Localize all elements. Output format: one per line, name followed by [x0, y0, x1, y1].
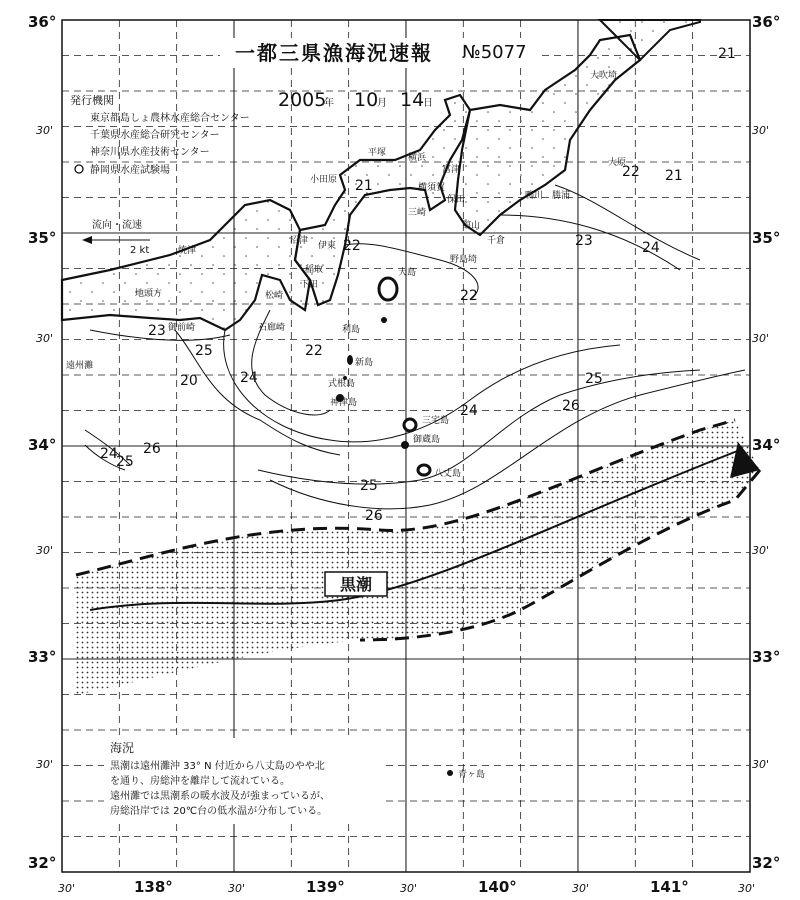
place-toshima: 利島	[342, 325, 361, 335]
place-omaezaki: 御前崎	[168, 323, 196, 333]
place-hiratsuka: 平塚	[368, 148, 387, 158]
isotherm-label-21-b: 21	[665, 168, 683, 184]
isotherm-label-26-c: 26	[143, 441, 161, 457]
place-katsuura: 勝浦	[552, 191, 571, 201]
island-toshima	[381, 317, 387, 323]
isotherm-label-21-c: 21	[718, 46, 736, 62]
place-taitozaki: 大吹埼	[590, 71, 618, 81]
date-month: 10	[354, 89, 379, 111]
place-yaizu: 焼津	[178, 246, 197, 256]
place-oshima: 大島	[398, 268, 417, 278]
place-odawara: 小田原	[310, 175, 338, 185]
scale-value: 2 kt	[130, 245, 150, 256]
isotherm-label-21-a: 21	[355, 178, 373, 194]
lat-3530-left: 30'	[36, 124, 54, 137]
issuer-shizuoka: 静岡県水産試験場	[90, 165, 170, 176]
kuroshio-band	[76, 420, 760, 695]
place-ito: 伊東	[318, 241, 337, 251]
issuer-tokyo: 東京都島しょ農林水産総合センター	[90, 113, 250, 124]
island-aogashima	[447, 770, 453, 776]
place-hachijojima: 八丈島	[434, 469, 462, 479]
lon-138: 138°	[134, 878, 173, 896]
issuer-marker-icon	[75, 165, 83, 173]
place-numazu: 沼津	[290, 236, 309, 246]
isotherm-label-26-a: 26	[365, 508, 383, 524]
lat-3230-left: 30'	[36, 758, 54, 771]
place-irozaki: 石廊崎	[258, 323, 286, 333]
lon-13830: 30'	[228, 882, 246, 895]
isotherm-label-24-b: 24	[460, 403, 478, 419]
lat-32-left: 32°	[28, 854, 57, 872]
lon-14030: 30'	[572, 882, 590, 895]
date-year-unit: 年	[324, 98, 334, 109]
place-matsuzaki: 松崎	[265, 291, 284, 301]
place-ikama: 地頭方	[135, 289, 163, 299]
isotherm-label-22-d: 22	[622, 164, 640, 180]
bulletin-number: №5077	[462, 42, 527, 63]
lon-13930: 30'	[400, 882, 418, 895]
date-year: 2005	[278, 89, 327, 111]
place-miyakejima: 三宅島	[422, 416, 450, 426]
place-shikinejima: 式根島	[328, 379, 356, 389]
ocean-conditions-line-4: 房総沿岸では 20℃台の低水温が分布している。	[110, 806, 328, 817]
issuers-block	[70, 93, 250, 176]
place-futtsu: 富津	[442, 165, 461, 175]
ocean-conditions-line-1: 黒潮は遠州灘沖 33° N 付近から八丈島のやや北	[110, 761, 325, 772]
place-tateyama: 館山	[462, 221, 481, 231]
island-miyakejima	[404, 419, 416, 431]
isotherm-label-22-a: 22	[343, 238, 361, 254]
date-month-unit: 月	[377, 98, 387, 109]
date-day-unit: 日	[423, 98, 433, 109]
place-kamogawa: 鴨川	[525, 191, 544, 201]
lat-3230-right: 30'	[752, 758, 770, 771]
place-chikura: 千倉	[487, 236, 506, 246]
isotherm-label-22-b: 22	[305, 343, 323, 359]
island-hachijojima	[418, 465, 430, 475]
isotherm-label-26-b: 26	[562, 398, 580, 414]
map-title: 一都三県漁海況速報	[235, 41, 433, 65]
lat-3430-right: 30'	[752, 332, 770, 345]
isotherm-label-25-d: 25	[116, 454, 134, 470]
place-nojimazaki: 野島埼	[450, 255, 478, 265]
isotherm-label-24-c: 24	[642, 240, 660, 256]
place-yokosuka: 横須賀	[418, 183, 446, 193]
lat-32-right: 32°	[752, 854, 781, 872]
ocean-conditions-line-2: を通り、房総沖を離岸して流れている。	[110, 776, 290, 787]
longitude-labels	[58, 878, 755, 896]
island-oshima	[379, 278, 397, 300]
place-mikurajima: 御蔵島	[413, 435, 441, 445]
issuer-kanagawa: 神奈川県水産技術センター	[90, 147, 210, 158]
lat-34-right: 34°	[752, 436, 781, 454]
lat-33-left: 33°	[28, 648, 57, 666]
place-aogashima: 青ヶ島	[458, 770, 486, 780]
island-niijima	[347, 355, 353, 365]
place-yokohama: 横浜	[408, 153, 427, 163]
place-hota: 保田	[447, 195, 466, 205]
issuer-chiba: 千葉県水産総合研究センター	[90, 130, 220, 141]
lon-141: 141°	[650, 878, 689, 896]
place-misaki: 三崎	[408, 208, 427, 218]
isotherm-label-25-a: 25	[195, 343, 213, 359]
place-oarai: 大原	[608, 158, 627, 168]
isotherm-label-24-d: 24	[100, 446, 118, 462]
lat-34-left: 34°	[28, 436, 57, 454]
lon-13730: 30'	[58, 882, 76, 895]
lat-3330-left: 30'	[36, 544, 54, 557]
ocean-conditions-line-3: 遠州灘では黒潮系の暖水波及が強まっているが、	[110, 791, 330, 802]
place-enshunada: 遠州灘	[66, 361, 94, 371]
isotherm-label-20: 20	[180, 373, 198, 389]
lat-33-right: 33°	[752, 648, 781, 666]
isotherm-label-23-a: 23	[148, 323, 166, 339]
isotherm-label-24-a: 24	[240, 370, 258, 386]
isotherm-label-23-b: 23	[575, 233, 593, 249]
place-kozushima: 神津島	[330, 398, 358, 408]
lat-36-left: 36°	[28, 13, 57, 31]
date-line	[278, 89, 433, 111]
lat-3430-left: 30'	[36, 332, 54, 345]
issuers-heading: 発行機関	[70, 94, 114, 107]
date-day: 14	[400, 89, 425, 111]
lat-3530-right: 30'	[752, 124, 770, 137]
lon-139: 139°	[306, 878, 345, 896]
isotherm-label-22-c: 22	[460, 288, 478, 304]
place-inatori: 稲取	[305, 265, 324, 275]
island-mikurajima	[401, 441, 409, 449]
scale-arrowhead-icon	[82, 236, 92, 244]
lat-35-left: 35°	[28, 229, 57, 247]
lat-35-right: 35°	[752, 229, 781, 247]
isotherm-label-25-b: 25	[360, 478, 378, 494]
isotherm-label-25-c: 25	[585, 371, 603, 387]
current-scale	[82, 218, 150, 256]
lat-3330-right: 30'	[752, 544, 770, 557]
scale-label: 流向・流速	[92, 220, 142, 231]
lon-140: 140°	[478, 878, 517, 896]
place-shimoda: 下田	[300, 280, 319, 290]
place-niijima: 新島	[355, 358, 374, 368]
lat-36-right: 36°	[752, 13, 781, 31]
lon-14130: 30'	[738, 882, 756, 895]
kuroshio-label: 黒潮	[339, 575, 373, 594]
ocean-conditions-heading: 海況	[110, 741, 135, 755]
